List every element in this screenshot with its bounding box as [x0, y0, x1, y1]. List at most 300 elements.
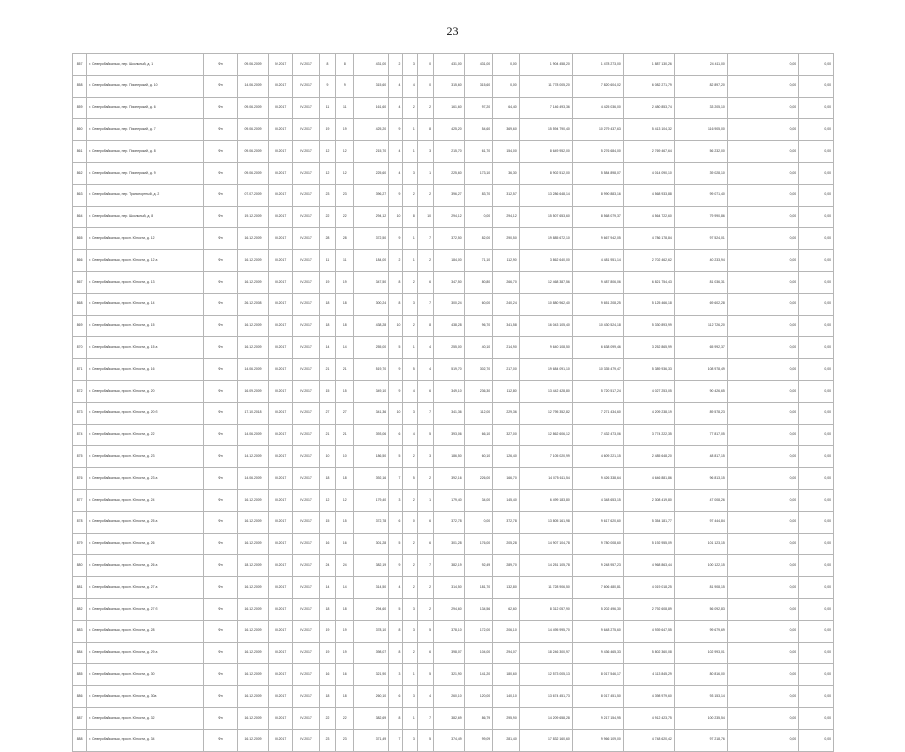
table-cell: 23	[319, 184, 335, 206]
table-cell: IV.2017	[293, 468, 320, 490]
table-cell: 40 233,94	[674, 250, 727, 272]
address-cell: г. Северобайкальск, пер. Пионерский, д. 6	[87, 97, 203, 119]
table-cell: 4 786 178,84	[623, 228, 674, 250]
table-cell: 431,00	[434, 54, 465, 76]
table-row	[73, 642, 834, 664]
table-cell: 0	[417, 54, 433, 76]
table-cell: IV.2017	[293, 228, 320, 250]
table-cell: 10	[319, 446, 335, 468]
table-cell: 186,50	[434, 446, 465, 468]
table-cell: Фн	[203, 184, 238, 206]
table-cell: 8	[417, 119, 433, 141]
table-cell: Фн	[203, 162, 238, 184]
table-cell: 0,00	[727, 598, 798, 620]
table-cell: III.2017	[268, 424, 292, 446]
table-body	[73, 54, 834, 752]
table-cell: 398,07	[434, 642, 465, 664]
table-cell: III.2017	[268, 359, 292, 381]
table-cell: III.2017	[268, 577, 292, 599]
table-row	[73, 315, 834, 337]
address-cell: г. Северобайкальск, просп. Юности, д. 20 б	[87, 402, 203, 424]
table-cell: 4 609 221,15	[572, 446, 623, 468]
table-cell: 81 908,15	[674, 577, 727, 599]
table-cell: Фн	[203, 664, 238, 686]
table-cell: 17 832 160,60	[519, 729, 572, 751]
table-cell: Фн	[203, 228, 238, 250]
table-cell: 39 028,10	[674, 162, 727, 184]
table-cell: Фн	[203, 642, 238, 664]
table-cell: 240,24	[493, 293, 520, 315]
table-cell: 176,00	[464, 533, 493, 555]
table-cell: 341,36	[354, 402, 389, 424]
table-cell: III.2017	[268, 75, 292, 97]
table-cell: 871	[73, 359, 87, 381]
table-cell: 99 071,40	[674, 184, 727, 206]
table-cell: 82 897,20	[674, 75, 727, 97]
table-cell: 438,28	[434, 315, 465, 337]
table-cell: IV.2017	[293, 119, 320, 141]
address-cell: г. Северобайкальск, просп. Юности, д. 27 б	[87, 598, 203, 620]
table-cell: Фн	[203, 141, 238, 163]
table-cell: IV.2017	[293, 337, 320, 359]
table-cell: 7 271 434,60	[572, 402, 623, 424]
table-cell: 28	[319, 228, 335, 250]
table-cell: 867	[73, 271, 87, 293]
table-cell: 888	[73, 729, 87, 751]
address-cell: г. Северобайкальск, просп. Юности, д. 25 а	[87, 511, 203, 533]
table-cell: 79 990,86	[674, 206, 727, 228]
table-cell: 12	[319, 489, 335, 511]
table-cell: 1	[403, 141, 417, 163]
table-cell: 5 720 517,24	[572, 380, 623, 402]
table-row	[73, 54, 834, 76]
table-cell: 349,10	[434, 380, 465, 402]
table-cell: 0,00	[799, 577, 834, 599]
table-cell: III.2017	[268, 380, 292, 402]
table-cell: 28	[336, 228, 354, 250]
table-cell: 16.12.2009	[238, 315, 269, 337]
table-cell: 0,00	[799, 468, 834, 490]
table-cell: 21	[319, 359, 335, 381]
table-cell: 393,06	[354, 424, 389, 446]
address-cell: г. Северобайкальск, просп. Юности, д. 26 а	[87, 555, 203, 577]
table-cell: 8	[336, 54, 354, 76]
table-cell: IV.2017	[293, 424, 320, 446]
table-cell: 8	[319, 54, 335, 76]
table-cell: 120,00	[464, 686, 493, 708]
table-cell: 0,00	[799, 271, 834, 293]
table-cell: 519,70	[434, 359, 465, 381]
table-cell: 0,00	[799, 119, 834, 141]
table-cell: 93 153,14	[674, 686, 727, 708]
table-cell: III.2017	[268, 228, 292, 250]
address-cell: г. Северобайкальск, просп. Юности, д. 32	[87, 707, 203, 729]
table-cell: 2	[403, 97, 417, 119]
table-cell: 226,00	[464, 468, 493, 490]
table-cell: 2	[417, 250, 433, 272]
table-cell: 89 578,23	[674, 402, 727, 424]
table-cell: Фн	[203, 533, 238, 555]
table-cell: 112 726,20	[674, 315, 727, 337]
table-cell: III.2017	[268, 555, 292, 577]
table-cell: 5	[417, 664, 433, 686]
table-cell: 0,00	[799, 511, 834, 533]
table-cell: 8	[389, 620, 403, 642]
table-row	[73, 533, 834, 555]
table-cell: III.2017	[268, 664, 292, 686]
address-cell: г. Северобайкальск, просп. Юности, д. 22	[87, 424, 203, 446]
table-cell: 3	[403, 54, 417, 76]
table-cell: 5 413 104,32	[623, 119, 674, 141]
table-cell: III.2017	[268, 337, 292, 359]
table-cell: Фн	[203, 359, 238, 381]
table-cell: 140,10	[493, 686, 520, 708]
table-cell: 8	[389, 707, 403, 729]
table-cell: 09.06.2009	[238, 141, 269, 163]
table-cell: 14.06.2009	[238, 359, 269, 381]
table-cell: 173,10	[464, 162, 493, 184]
table-cell: 16.12.2009	[238, 271, 269, 293]
table-cell: 4 912 423,75	[623, 707, 674, 729]
table-cell: 7 820 604,02	[572, 75, 623, 97]
address-cell: г. Северобайкальск, пер. Пионерский, д. 8	[87, 141, 203, 163]
table-cell: 179,40	[354, 489, 389, 511]
table-cell: 870	[73, 337, 87, 359]
table-cell: 2	[389, 54, 403, 76]
table-cell: Фн	[203, 402, 238, 424]
table-cell: 4	[417, 359, 433, 381]
table-cell: 11	[319, 97, 335, 119]
table-cell: 14 075 611,54	[519, 468, 572, 490]
table-cell: 9 217 154,95	[572, 707, 623, 729]
table-cell: 40,10	[464, 337, 493, 359]
table-cell: 300,24	[354, 293, 389, 315]
table-cell: 260,10	[354, 686, 389, 708]
table-cell: IV.2017	[293, 271, 320, 293]
address-cell: г. Северобайкальск, просп. Юности, д. 30	[87, 664, 203, 686]
table-cell: 19.12.2009	[238, 206, 269, 228]
table-cell: 6	[417, 642, 433, 664]
table-cell: 5 125 466,18	[623, 293, 674, 315]
table-cell: 112,90	[493, 250, 520, 272]
table-cell: Фн	[203, 337, 238, 359]
table-cell: 19	[319, 119, 335, 141]
table-cell: 294,07	[493, 642, 520, 664]
table-cell: 0,00	[799, 54, 834, 76]
table-cell: 15 507 653,60	[519, 206, 572, 228]
table-cell: Фн	[203, 707, 238, 729]
table-cell: 294,12	[354, 206, 389, 228]
table-cell: 372,50	[434, 228, 465, 250]
table-cell: 9 436 465,33	[572, 642, 623, 664]
table-cell: 5	[403, 359, 417, 381]
table-cell: 14	[319, 337, 335, 359]
address-cell: г. Северобайкальск, пер. Пионерский, д. 7	[87, 119, 203, 141]
table-cell: 97 218,76	[674, 729, 727, 751]
table-cell: 8 568 079,37	[572, 206, 623, 228]
table-cell: Фн	[203, 293, 238, 315]
table-row	[73, 119, 834, 141]
table-cell: 860	[73, 119, 87, 141]
table-cell: IV.2017	[293, 54, 320, 76]
address-cell: г. Северобайкальск, просп. Юности, д. 12 а	[87, 250, 203, 272]
table-cell: 5 584 898,07	[572, 162, 623, 184]
table-cell: 4	[417, 337, 433, 359]
table-cell: 0	[403, 511, 417, 533]
table-cell: 883	[73, 620, 87, 642]
table-cell: 6	[417, 511, 433, 533]
table-cell: 886	[73, 686, 87, 708]
table-cell: 4 939 647,55	[623, 620, 674, 642]
table-cell: 873	[73, 402, 87, 424]
table-cell: 13 442 428,80	[519, 380, 572, 402]
table-cell: 180,60	[493, 664, 520, 686]
table-cell: 206,10	[493, 620, 520, 642]
table-cell: 1	[417, 489, 433, 511]
table-cell: 857	[73, 54, 87, 76]
table-cell: III.2017	[268, 271, 292, 293]
table-cell: 866	[73, 250, 87, 272]
table-cell: 2	[403, 446, 417, 468]
address-cell: г. Северобайкальск, пер. Школьный, д. 8	[87, 206, 203, 228]
table-cell: 8 017 451,50	[572, 686, 623, 708]
table-row	[73, 337, 834, 359]
table-cell: 0,00	[799, 402, 834, 424]
table-cell: III.2017	[268, 293, 292, 315]
table-cell: 294,12	[493, 206, 520, 228]
table-cell: 0,00	[727, 577, 798, 599]
table-cell: 15	[319, 380, 335, 402]
table-cell: 314,50	[354, 577, 389, 599]
table-cell: 16.12.2009	[238, 620, 269, 642]
table-cell: 372,78	[493, 511, 520, 533]
table-cell: 12 862 606,12	[519, 424, 572, 446]
table-cell: 0,00	[727, 686, 798, 708]
table-cell: Фн	[203, 119, 238, 141]
table-cell: 90 426,65	[674, 380, 727, 402]
table-cell: III.2017	[268, 468, 292, 490]
table-cell: 315,60	[464, 75, 493, 97]
table-cell: Фн	[203, 75, 238, 97]
table-cell: 5 802 360,08	[623, 642, 674, 664]
table-cell: 9 651 208,25	[572, 293, 623, 315]
table-cell: 12	[319, 141, 335, 163]
table-cell: 1	[403, 228, 417, 250]
table-cell: 6 499 183,80	[519, 489, 572, 511]
table-row	[73, 620, 834, 642]
table-cell: IV.2017	[293, 707, 320, 729]
table-cell: IV.2017	[293, 511, 320, 533]
table-cell: 0,00	[727, 337, 798, 359]
table-cell: 60,00	[464, 293, 493, 315]
table-cell: 392,16	[354, 468, 389, 490]
address-cell: г. Северобайкальск, просп. Юности, д. 15	[87, 315, 203, 337]
table-cell: 0,00	[727, 228, 798, 250]
table-cell: 9	[389, 380, 403, 402]
table-cell: 19	[336, 642, 354, 664]
table-cell: 5 330 893,99	[623, 315, 674, 337]
table-cell: 11	[336, 97, 354, 119]
table-cell: 15	[336, 511, 354, 533]
table-cell: 2	[403, 533, 417, 555]
table-cell: 0,00	[799, 380, 834, 402]
table-cell: 10	[417, 206, 433, 228]
table-cell: 161,60	[434, 97, 465, 119]
table-cell: 9	[389, 228, 403, 250]
table-cell: 108 978,49	[674, 359, 727, 381]
table-cell: 12 573 005,13	[519, 664, 572, 686]
table-cell: IV.2017	[293, 620, 320, 642]
address-cell: г. Северобайкальск, просп. Юности, д. 23 а	[87, 468, 203, 490]
table-cell: 14	[319, 577, 335, 599]
table-cell: 0,00	[799, 729, 834, 751]
table-cell: IV.2017	[293, 162, 320, 184]
table-cell: 4 748 620,42	[623, 729, 674, 751]
table-cell: 8	[417, 315, 433, 337]
table-cell: 15	[336, 380, 354, 402]
table-cell: 16	[336, 533, 354, 555]
table-cell: 2 480 853,74	[623, 97, 674, 119]
table-cell: 24	[319, 555, 335, 577]
table-cell: 16.12.2009	[238, 729, 269, 751]
table-cell: 47 008,26	[674, 489, 727, 511]
table-cell: 6	[389, 511, 403, 533]
table-cell: 1	[403, 337, 417, 359]
table-cell: 14.12.2009	[238, 446, 269, 468]
table-cell: 60,10	[464, 446, 493, 468]
table-cell: 166,70	[493, 468, 520, 490]
address-cell: г. Северобайкальск, просп. Юности, д. 23	[87, 446, 203, 468]
table-cell: 0,00	[727, 489, 798, 511]
table-cell: 255,00	[434, 337, 465, 359]
table-cell: 9 966 109,00	[572, 729, 623, 751]
table-cell: 1 478 273,00	[572, 54, 623, 76]
table-cell: 10	[336, 446, 354, 468]
table-cell: 382,69	[434, 707, 465, 729]
table-cell: 0,00	[799, 489, 834, 511]
table-cell: 7 432 473,06	[572, 424, 623, 446]
table-cell: 22	[336, 206, 354, 228]
table-cell: 5 202 496,30	[572, 598, 623, 620]
table-cell: 112,00	[464, 402, 493, 424]
table-cell: 372,78	[354, 511, 389, 533]
table-cell: 0,00	[799, 141, 834, 163]
table-cell: 289,70	[493, 555, 520, 577]
table-cell: 10 430 524,18	[572, 315, 623, 337]
table-cell: 09.06.2009	[238, 97, 269, 119]
table-cell: IV.2017	[293, 729, 320, 751]
table-cell: 19 885 672,10	[519, 228, 572, 250]
table-cell: 96 813,15	[674, 468, 727, 490]
table-cell: 116 905,00	[674, 119, 727, 141]
table-row	[73, 577, 834, 599]
table-cell: 7	[389, 468, 403, 490]
table-row	[73, 271, 834, 293]
table-cell: 314,50	[434, 577, 465, 599]
table-cell: 7	[389, 729, 403, 751]
table-cell: 172,00	[464, 620, 493, 642]
table-cell: 14	[336, 577, 354, 599]
table-cell: 14.06.2009	[238, 468, 269, 490]
table-cell: 349,10	[354, 380, 389, 402]
table-cell: 9 667 942,05	[572, 228, 623, 250]
address-cell: г. Северобайкальск, пер. Пионерский, д. 10	[87, 75, 203, 97]
table-cell: 4 209 238,19	[623, 402, 674, 424]
table-cell: 19	[319, 620, 335, 642]
table-cell: III.2017	[268, 729, 292, 751]
table-cell: 6	[417, 380, 433, 402]
table-row	[73, 97, 834, 119]
table-cell: 22	[319, 707, 335, 729]
table-cell: 18	[319, 468, 335, 490]
table-cell: 2	[417, 598, 433, 620]
table-row	[73, 250, 834, 272]
table-cell: Фн	[203, 54, 238, 76]
table-cell: 14 907 104,78	[519, 533, 572, 555]
table-cell: 0,00	[727, 707, 798, 729]
table-cell: 6	[389, 686, 403, 708]
table-cell: 0,00	[727, 424, 798, 446]
table-row	[73, 598, 834, 620]
table-cell: 4 564 722,60	[623, 206, 674, 228]
table-cell: 347,50	[434, 271, 465, 293]
table-cell: Фн	[203, 489, 238, 511]
table-cell: 9 248 957,23	[572, 555, 623, 577]
table-cell: 101 123,15	[674, 533, 727, 555]
table-cell: 290,50	[493, 228, 520, 250]
table-cell: 0,00	[799, 664, 834, 686]
table-row	[73, 75, 834, 97]
table-cell: 13 674 451,73	[519, 686, 572, 708]
table-cell: 33 205,10	[674, 97, 727, 119]
table-cell: III.2017	[268, 141, 292, 163]
table-cell: 369,60	[493, 119, 520, 141]
table-cell: 0,00	[727, 446, 798, 468]
table-cell: 4 425 036,00	[572, 97, 623, 119]
table-cell: 1	[403, 664, 417, 686]
table-cell: 8 902 512,00	[519, 162, 572, 184]
table-cell: 0,00	[727, 511, 798, 533]
table-cell: 0,00	[799, 555, 834, 577]
table-cell: 4	[403, 380, 417, 402]
table-cell: 61,70	[464, 141, 493, 163]
table-cell: III.2017	[268, 598, 292, 620]
table-row	[73, 424, 834, 446]
table-cell: 12	[336, 489, 354, 511]
table-cell: III.2017	[268, 642, 292, 664]
table-cell: 0,00	[799, 315, 834, 337]
table-cell: 0,00	[799, 228, 834, 250]
table-cell: 876	[73, 468, 87, 490]
table-cell: 09.06.2009	[238, 54, 269, 76]
table-cell: III.2017	[268, 533, 292, 555]
table-cell: 0,00	[727, 533, 798, 555]
table-cell: 21	[336, 424, 354, 446]
table-cell: 2 702 462,62	[623, 250, 674, 272]
table-cell: 0,00	[799, 359, 834, 381]
table-cell: 5	[389, 598, 403, 620]
table-cell: 19 684 091,10	[519, 359, 572, 381]
table-cell: 3	[403, 686, 417, 708]
table-cell: 16.12.2009	[238, 707, 269, 729]
table-cell: 19	[319, 642, 335, 664]
table-cell: 3	[389, 489, 403, 511]
table-cell: 18	[336, 468, 354, 490]
table-cell: 7	[417, 402, 433, 424]
table-row	[73, 555, 834, 577]
table-cell: 5 192 955,09	[623, 533, 674, 555]
table-cell: 9	[389, 359, 403, 381]
